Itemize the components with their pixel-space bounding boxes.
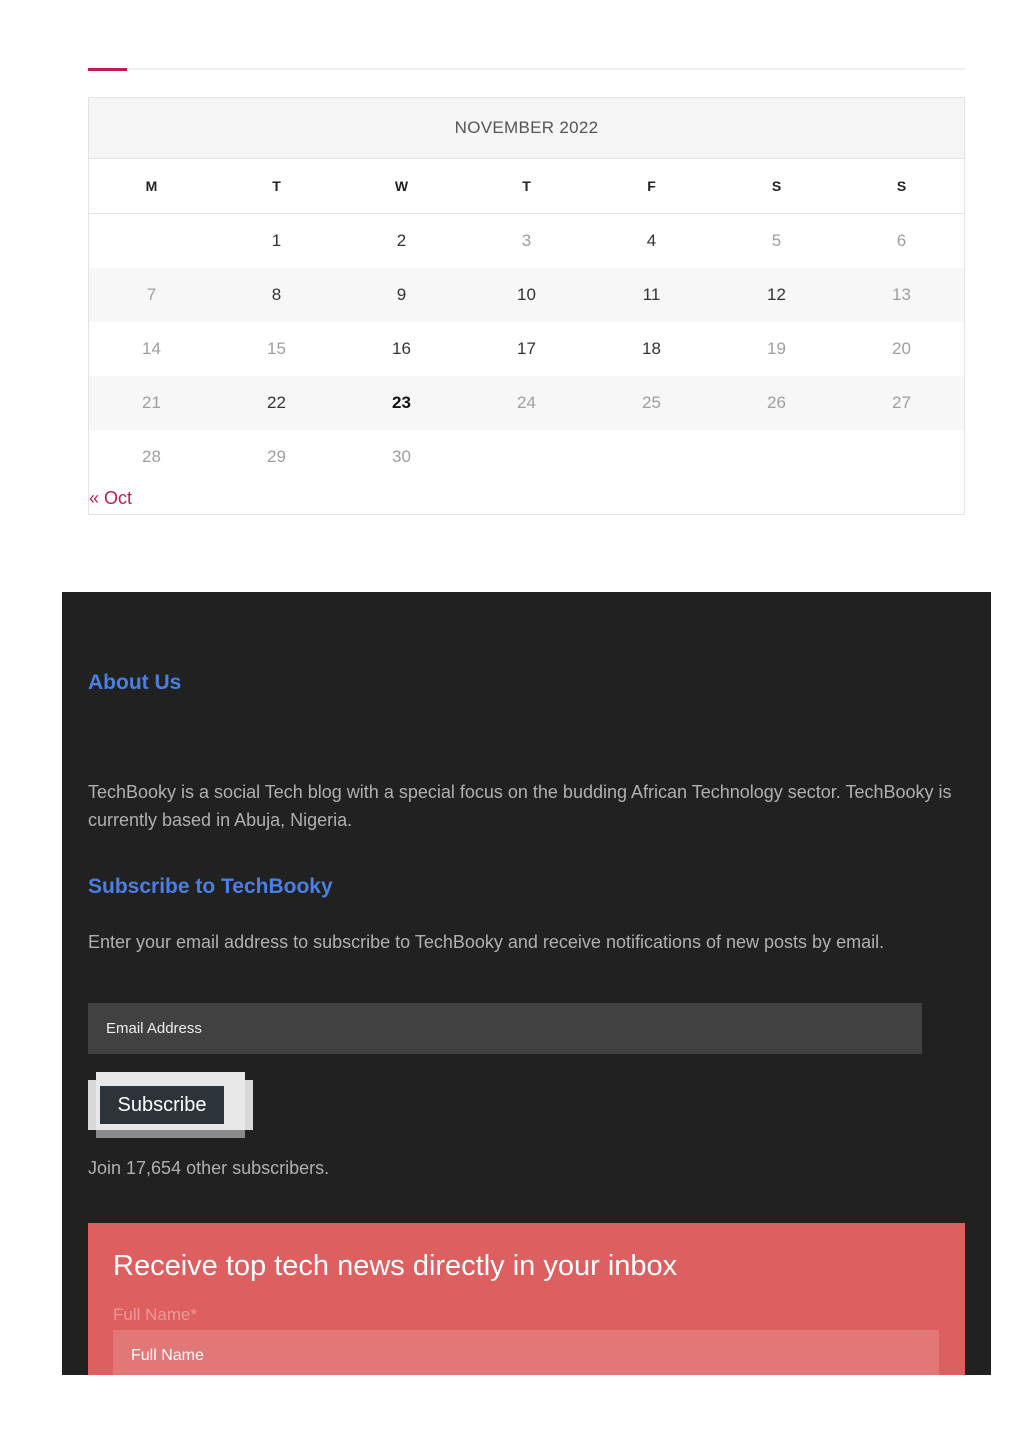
calendar-day[interactable]: 4 xyxy=(646,231,657,250)
calendar-empty-day xyxy=(839,430,964,484)
widget-title-accent xyxy=(88,68,127,71)
weekday-header-cell: T xyxy=(272,178,281,194)
calendar-day[interactable]: 22 xyxy=(267,393,286,412)
calendar-day: 20 xyxy=(892,339,911,358)
site-footer xyxy=(62,592,991,1375)
subscribe-heading: Subscribe to TechBooky xyxy=(88,875,333,898)
full-name-label: Full Name* xyxy=(113,1305,198,1324)
widget-title-rule xyxy=(88,68,965,70)
subscriber-count: Join 17,654 other subscribers. xyxy=(88,1158,330,1178)
newsletter-title: Receive top tech news directly in your inbox xyxy=(113,1250,678,1282)
calendar-week-row xyxy=(89,430,964,484)
weekday-header-cell: S xyxy=(771,178,782,194)
calendar-day[interactable]: 2 xyxy=(396,231,407,250)
calendar-day: 15 xyxy=(267,339,286,358)
full-name-input[interactable] xyxy=(113,1330,939,1375)
calendar-day[interactable]: 17 xyxy=(517,339,536,358)
calendar-day: 27 xyxy=(892,393,911,412)
calendar-weekday-header xyxy=(89,159,964,214)
weekday-header-cell: W xyxy=(394,178,409,194)
calendar-day: 25 xyxy=(642,393,661,412)
subscribe-button[interactable]: Subscribe xyxy=(100,1086,224,1124)
subscribe-button-frame xyxy=(88,1072,253,1138)
calendar-day[interactable]: 9 xyxy=(396,285,407,304)
about-text: TechBooky is a social Tech blog with a special focus on the budding African Technology sector. TechBooky is currently based in Abuja, Nigeria. xyxy=(88,782,952,830)
calendar-day[interactable]: 11 xyxy=(642,285,661,304)
subscribe-text: Enter your email address to subscribe to TechBooky and receive notifications of new posts by email. xyxy=(88,932,885,952)
calendar-day: 7 xyxy=(146,285,157,304)
weekday-header-cell: F xyxy=(647,178,656,194)
calendar-day: 24 xyxy=(517,393,536,412)
email-input[interactable] xyxy=(88,1003,922,1054)
calendar-day[interactable]: 23 xyxy=(392,393,411,412)
calendar-day[interactable]: 16 xyxy=(392,339,411,358)
weekday-header-cell: T xyxy=(522,178,531,194)
calendar-caption: NOVEMBER 2022 xyxy=(89,98,964,159)
newsletter-box xyxy=(88,1223,965,1375)
calendar-week-row xyxy=(89,322,964,376)
calendar-day: 30 xyxy=(392,447,411,466)
calendar-empty-day xyxy=(89,214,214,268)
calendar-day: 3 xyxy=(521,231,532,250)
calendar-day[interactable]: 8 xyxy=(271,285,282,304)
calendar-day[interactable]: 18 xyxy=(642,339,661,358)
calendar-empty-day xyxy=(464,430,589,484)
calendar-day: 21 xyxy=(142,393,161,412)
calendar-day: 14 xyxy=(142,339,161,358)
calendar-day[interactable]: 1 xyxy=(271,231,282,250)
calendar-body xyxy=(89,214,964,484)
calendar-day: 19 xyxy=(767,339,786,358)
calendar-week-row xyxy=(89,376,964,430)
calendar-week-row xyxy=(89,268,964,322)
calendar-prev-month-link[interactable]: « Oct xyxy=(89,488,133,508)
calendar-day: 13 xyxy=(892,285,911,304)
calendar-empty-day xyxy=(714,430,839,484)
weekday-header-cell: S xyxy=(896,178,907,194)
calendar-day: 29 xyxy=(267,447,286,466)
calendar-week-row xyxy=(89,214,964,268)
weekday-header-cell: M xyxy=(145,178,158,194)
about-heading: About Us xyxy=(88,671,182,694)
calendar-empty-day xyxy=(589,430,714,484)
calendar-widget xyxy=(88,97,965,515)
calendar-day: 26 xyxy=(767,393,786,412)
calendar-day[interactable]: 10 xyxy=(517,285,536,304)
calendar-day[interactable]: 12 xyxy=(767,285,786,304)
calendar-day: 6 xyxy=(896,231,907,250)
calendar-day: 28 xyxy=(142,447,161,466)
calendar-day: 5 xyxy=(771,231,782,250)
